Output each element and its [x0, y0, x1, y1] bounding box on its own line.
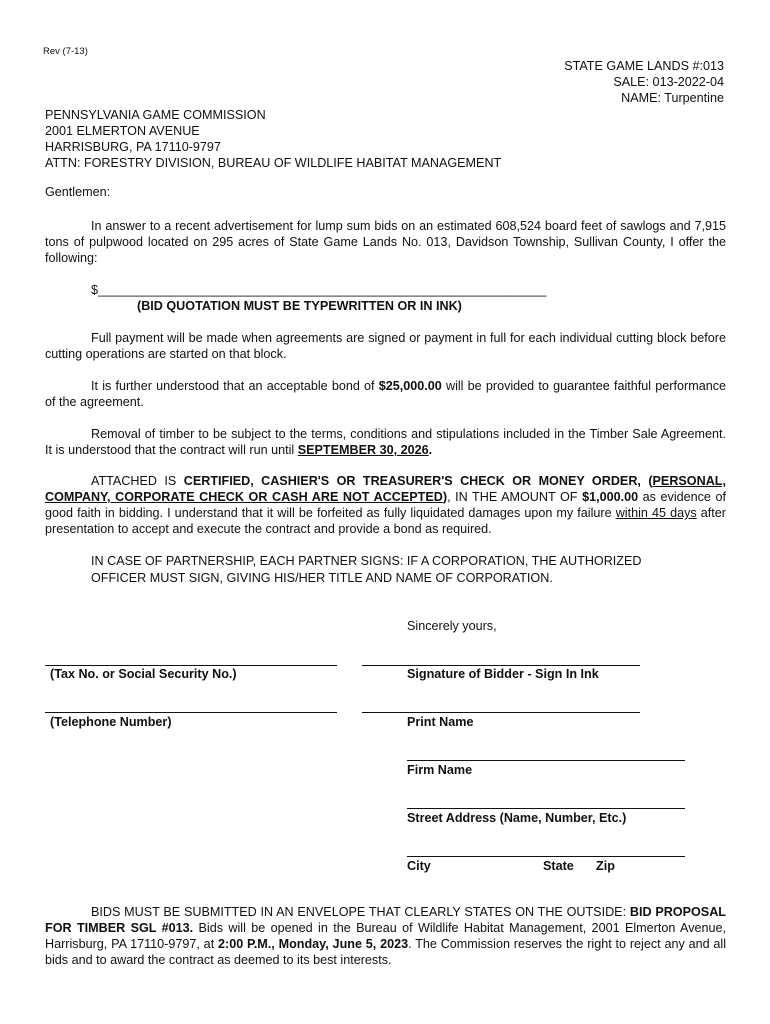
- city-label: City: [407, 859, 431, 873]
- address-line-4: ATTN: FORESTRY DIVISION, BUREAU OF WILDLIFE HABITAT MANAGEMENT: [45, 156, 502, 170]
- bid-opening-time: 2:00 P.M., Monday, June 5, 2023: [218, 937, 409, 951]
- paragraph-partnership: IN CASE OF PARTNERSHIP, EACH PARTNER SIGNS: IF A CORPORATION, THE AUTHORIZED OFFICER MUST SIGN, GIVING HIS/HER TITLE AND NAME OF CORPORATION.: [91, 554, 642, 585]
- bid-amount-line[interactable]: $________________________________________________________________: [91, 283, 547, 297]
- sale-name: NAME: Turpentine: [621, 91, 724, 105]
- firm-name-label: Firm Name: [407, 763, 473, 777]
- address-line-1: PENNSYLVANIA GAME COMMISSION: [45, 108, 266, 122]
- city-state-zip-line[interactable]: [407, 856, 685, 857]
- paragraph-offer: [45, 218, 726, 266]
- telephone-label: (Telephone Number): [50, 715, 172, 729]
- closing: Sincerely yours,: [407, 619, 497, 633]
- bond-amount: $25,000.00: [378, 379, 442, 393]
- revision-label: Rev (7-13): [43, 46, 88, 57]
- print-name-label: Print Name: [407, 715, 474, 729]
- submission-instructions: BIDS MUST BE SUBMITTED IN AN ENVELOPE THAT CLEARLY STATES ON THE OUTSIDE: BID PROPOSAL FOR TIMBER SGL #013. Bids will be opened in the Bureau of Wildlife Habitat Management, 2001 Elmerton Avenue, Harrisburg, PA 17110-9797, at 2:00 P.M., Monday, June 5, 2023. The Commission reserves the right to reject any and all bids and to award the contract as deemed to its best interests.: [45, 905, 727, 967]
- street-address-label: Street Address (Name, Number, Etc.): [407, 811, 627, 825]
- state-label: State: [543, 859, 574, 873]
- recipient-address: [45, 107, 735, 171]
- signature-label: Signature of Bidder - Sign In Ink: [407, 667, 599, 681]
- bid-quotation-note: (BID QUOTATION MUST BE TYPEWRITTEN OR IN INK): [137, 299, 462, 313]
- paragraph-offer-text: In answer to a recent advertisement for lump sum bids on an estimated 608,524 board feet of sawlogs and 7,915 tons of pulpwood located on 295 acres of State Game Lands No. 013, Davidson Township, Sullivan County, I offer the following:: [45, 219, 726, 265]
- paragraph-bond: It is further understood that an acceptable bond of $25,000.00 will be provided to guarantee faithful performance of the agreement.: [45, 379, 727, 409]
- salutation: Gentlemen:: [45, 185, 111, 199]
- sale-info: [424, 58, 724, 106]
- paragraph-attached-check: ATTACHED IS CERTIFIED, CASHIER'S OR TREASURER'S CHECK OR MONEY ORDER, (PERSONAL, COMPANY, CORPORATE CHECK OR CASH ARE NOT ACCEPTED), IN THE AMOUNT OF $1,000.00 as evidence of good faith in bidding. I understand that it will be forfeited as fully liquidated damages upon my failure within 45 days after presentation to accept and execute the contract and provide a bond as required.: [45, 474, 726, 536]
- paragraph-payment-text: Full payment will be made when agreements are signed or payment in full for each individual cutting block before cutting operations are started on that block.: [45, 331, 726, 361]
- sale-number: SALE: 013-2022-04: [613, 75, 724, 89]
- tax-number-label: (Tax No. or Social Security No.): [50, 667, 237, 681]
- paragraph-payment: [45, 330, 726, 362]
- address-line-3: HARRISBURG, PA 17110-9797: [45, 140, 221, 154]
- days-limit: within 45 days: [615, 506, 697, 520]
- envelope-label: BID PROPOSAL FOR TIMBER SGL #013.: [45, 905, 726, 935]
- street-address-line[interactable]: [407, 808, 685, 809]
- firm-name-line[interactable]: [407, 760, 685, 761]
- print-name-line[interactable]: [362, 712, 640, 713]
- not-accepted-note: PERSONAL, COMPANY, CORPORATE CHECK OR CASH ARE NOT ACCEPTED: [45, 474, 726, 504]
- telephone-line[interactable]: [45, 712, 337, 713]
- paragraph-removal: Removal of timber to be subject to the terms, conditions and stipulations included in the Timber Sale Agreement. It is understood that the contract will run until SEPTEMBER 30, 2026.: [45, 427, 726, 457]
- address-line-2: 2001 ELMERTON AVENUE: [45, 124, 200, 138]
- contract-end-date: SEPTEMBER 30, 2026: [297, 443, 429, 457]
- zip-label: Zip: [596, 859, 615, 873]
- deposit-amount: $1,000.00: [582, 490, 639, 504]
- state-game-lands: STATE GAME LANDS #:013: [564, 59, 724, 73]
